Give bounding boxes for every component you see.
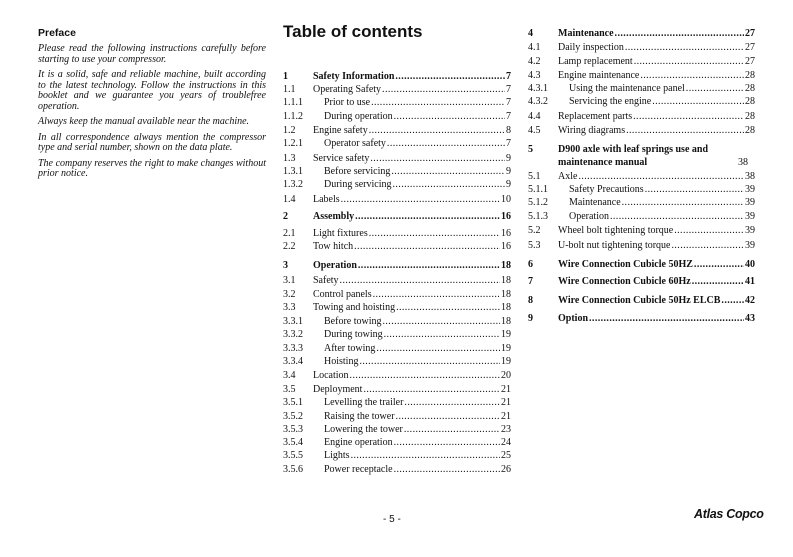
toc-entry-number: 3 [283, 260, 288, 271]
toc-entry-page: 18 [501, 302, 511, 313]
toc-entry-page: 41 [745, 276, 755, 287]
toc-entry-title: Wire Connection Cubicle 50Hz ELCB [558, 295, 721, 306]
toc-leader-dots [686, 83, 744, 95]
toc-entry[interactable] [528, 111, 755, 123]
toc-entry-page: 20 [501, 370, 511, 381]
toc-entry-page: 9 [506, 179, 511, 190]
toc-entry[interactable] [283, 411, 511, 423]
toc-leader-dots [578, 171, 744, 183]
preface-paragraph-4: In all correspondence always mention the compressor type and serial number, shown on the data plate. [38, 131, 266, 153]
toc-entry[interactable] [528, 211, 755, 223]
toc-entry-title: After towing [324, 343, 376, 354]
toc-entry-number: 1.1.2 [283, 111, 303, 122]
toc-leader-dots [633, 111, 744, 123]
toc-entry-number: 9 [528, 313, 533, 324]
page-number: - 5 - [383, 514, 401, 525]
toc-entry-title: Assembly [313, 211, 355, 222]
toc-leader-dots [404, 397, 500, 409]
toc-entry[interactable] [283, 437, 511, 449]
toc-entry-number: 3.3.2 [283, 329, 303, 340]
toc-entry-number: 3.3.1 [283, 316, 303, 327]
toc-entry[interactable] [528, 28, 755, 40]
toc-entry-page: 16 [501, 211, 511, 222]
toc-entry[interactable] [283, 384, 511, 396]
toc-entry-page: 28 [745, 96, 755, 107]
toc-entry-number: 5.1 [528, 171, 541, 182]
toc-entry-number: 3.3.4 [283, 356, 303, 367]
toc-entry-number: 4.4 [528, 111, 541, 122]
toc-entry-number: 4.3.2 [528, 96, 548, 107]
toc-entry-number: 3.4 [283, 370, 296, 381]
toc-entry-number: 3.5.4 [283, 437, 303, 448]
toc-leader-dots [350, 370, 500, 382]
toc-entry-5-title-line1[interactable]: D900 axle with leaf springs use and [558, 144, 709, 155]
toc-entry[interactable] [283, 241, 511, 253]
toc-leader-dots [358, 260, 500, 272]
toc-entry[interactable] [283, 111, 511, 123]
toc-entry-page: 39 [745, 225, 755, 236]
toc-entry-page: 39 [745, 211, 755, 222]
toc-entry-number: 3.5 [283, 384, 296, 395]
toc-entry-title: Labels [313, 194, 340, 205]
toc-entry-page: 42 [745, 295, 755, 306]
toc-entry-page: 9 [506, 166, 511, 177]
toc-entry[interactable] [283, 228, 511, 240]
toc-leader-dots [396, 302, 500, 314]
toc-entry[interactable] [283, 138, 511, 150]
toc-entry[interactable] [283, 343, 511, 355]
toc-entry[interactable] [283, 464, 511, 476]
toc-entry-title: Wire Connection Cubicle 60Hz [558, 276, 691, 287]
toc-leader-dots [341, 194, 500, 206]
toc-entry[interactable] [283, 166, 511, 178]
toc-entry-title: Deployment [313, 384, 363, 395]
toc-leader-dots [674, 225, 744, 237]
toc-leader-dots [354, 241, 500, 253]
toc-entry-page: 9 [506, 153, 511, 164]
toc-entry-number: 1.3 [283, 153, 296, 164]
toc-entry-5-page[interactable]: 38 [738, 157, 748, 168]
toc-entry-title: Engine operation [324, 437, 393, 448]
toc-entry[interactable] [283, 260, 511, 272]
toc-entry-number: 1.2 [283, 125, 296, 136]
toc-entry-number: 1 [283, 71, 288, 82]
toc-entry[interactable] [528, 240, 755, 252]
toc-leader-dots [359, 356, 500, 368]
toc-entry-page: 39 [745, 240, 755, 251]
toc-entry-title: Using the maintenance panel [569, 83, 685, 94]
toc-entry-page: 19 [501, 329, 511, 340]
toc-entry-page: 39 [745, 197, 755, 208]
toc-entry-page: 21 [501, 397, 511, 408]
toc-leader-dots [395, 71, 505, 83]
toc-entry-title: Engine safety [313, 125, 368, 136]
toc-entry-page: 28 [745, 125, 755, 136]
toc-entry-page: 28 [745, 70, 755, 81]
toc-entry-title: Tow hitch [313, 241, 354, 252]
toc-entry-page: 28 [745, 83, 755, 94]
toc-entry-page: 40 [745, 259, 755, 270]
toc-leader-dots [340, 275, 500, 287]
toc-leader-dots [721, 295, 744, 307]
toc-entry-page: 23 [501, 424, 511, 435]
toc-entry-title: Prior to use [324, 97, 371, 108]
toc-leader-dots [404, 424, 500, 436]
toc-entry-number: 2.1 [283, 228, 296, 239]
toc-entry-title: During servicing [324, 179, 392, 190]
toc-entry-number: 4.3.1 [528, 83, 548, 94]
toc-entry[interactable] [283, 194, 511, 206]
toc-entry-number: 2 [283, 211, 288, 222]
toc-entry-title: Levelling the trailer [324, 397, 404, 408]
toc-entry-title: Lowering the tower [324, 424, 403, 435]
preface-paragraph-2: It is a solid, safe and reliable machine, built according to the latest technology. Follow the instructions in this booklet and we guarantee you years of troublefree operation. [38, 69, 266, 112]
toc-entry-title: Option [558, 313, 589, 324]
toc-entry[interactable] [528, 56, 755, 68]
toc-entry-title: Operation [569, 211, 609, 222]
toc-entry-5-title-line2[interactable]: maintenance manual [558, 157, 648, 168]
toc-entry-page: 27 [745, 42, 755, 53]
preface-paragraph-3: Always keep the manual available near the machine. [38, 116, 250, 127]
toc-leader-dots [640, 70, 744, 82]
toc-leader-dots [351, 450, 500, 462]
toc-entry-title: Before towing [324, 316, 382, 327]
toc-entry-page: 18 [501, 260, 511, 271]
toc-entry-page: 7 [506, 97, 511, 108]
toc-entry-title: Axle [558, 171, 578, 182]
toc-leader-dots [387, 138, 505, 150]
toc-entry-number: 4.2 [528, 56, 541, 67]
toc-entry-title: Operator safety [324, 138, 386, 149]
toc-entry-number: 1.3.1 [283, 166, 303, 177]
toc-leader-dots [384, 329, 500, 341]
toc-entry-page: 16 [501, 228, 511, 239]
toc-entry[interactable] [528, 276, 755, 288]
toc-entry-number: 1.3.2 [283, 179, 303, 190]
toc-entry-title: Raising the tower [324, 411, 395, 422]
toc-entry-number: 4.5 [528, 125, 541, 136]
toc-entry-page: 8 [506, 125, 511, 136]
toc-entry-number: 4.1 [528, 42, 541, 53]
toc-entry-number: 1.4 [283, 194, 296, 205]
toc-title: Table of contents [283, 22, 423, 41]
toc-leader-dots [394, 464, 500, 476]
toc-entry-number: 3.5.6 [283, 464, 303, 475]
toc-leader-dots [373, 289, 500, 301]
toc-entry-number: 3.3 [283, 302, 296, 313]
toc-entry-title: Lights [324, 450, 350, 461]
toc-entry-5-number[interactable]: 5 [528, 144, 533, 155]
atlas-copco-logo: Atlas Copco [694, 507, 764, 521]
toc-entry-number: 2.2 [283, 241, 296, 252]
toc-entry-number: 5.2 [528, 225, 541, 236]
toc-entry-title: U-bolt nut tightening torque [558, 240, 671, 251]
toc-entry[interactable] [283, 450, 511, 462]
toc-entry[interactable] [528, 259, 755, 271]
toc-leader-dots [370, 153, 505, 165]
toc-entry-number: 4 [528, 28, 533, 39]
toc-entry-number: 3.5.1 [283, 397, 303, 408]
toc-leader-dots [634, 56, 744, 68]
toc-entry[interactable] [283, 84, 511, 96]
toc-entry[interactable] [283, 289, 511, 301]
preface-paragraph-5: The company reserves the right to make changes without prior notice. [38, 157, 266, 179]
toc-entry-page: 16 [501, 241, 511, 252]
toc-leader-dots [652, 96, 744, 108]
toc-entry-page: 38 [745, 171, 755, 182]
toc-entry[interactable] [283, 424, 511, 436]
toc-entry-title: Safety Information [313, 71, 395, 82]
toc-leader-dots [396, 411, 500, 423]
toc-leader-dots [391, 166, 505, 178]
toc-entry-page: 43 [745, 313, 755, 324]
toc-entry[interactable] [283, 153, 511, 165]
toc-leader-dots [393, 179, 506, 191]
toc-entry-page: 18 [501, 275, 511, 286]
toc-entry-title: Wheel bolt tightening torque [558, 225, 674, 236]
toc-leader-dots [394, 111, 505, 123]
toc-entry[interactable] [528, 42, 755, 54]
toc-entry-title: Lamp replacement [558, 56, 633, 67]
preface-section [38, 27, 266, 185]
toc-entry-page: 27 [745, 28, 755, 39]
toc-entry-title: Service safety [313, 153, 370, 164]
toc-entry-number: 3.5.3 [283, 424, 303, 435]
toc-entry-number: 7 [528, 276, 533, 287]
toc-leader-dots [355, 211, 500, 223]
toc-entry-number: 3.3.3 [283, 343, 303, 354]
toc-entry[interactable] [528, 171, 755, 183]
toc-entry-title: Wire Connection Cubicle 50HZ [558, 259, 693, 270]
toc-entry-title: During towing [324, 329, 383, 340]
toc-entry-number: 3.5.5 [283, 450, 303, 461]
toc-entry[interactable] [528, 197, 755, 209]
toc-entry[interactable] [528, 295, 755, 307]
toc-entry-title: Operation [313, 260, 357, 271]
toc-entry[interactable] [283, 356, 511, 368]
toc-entry-page: 7 [506, 138, 511, 149]
toc-entry-page: 7 [506, 111, 511, 122]
preface-paragraph-1: Please read the following instructions carefully before starting to use your compressor. [38, 43, 266, 65]
toc-leader-dots [645, 184, 744, 196]
toc-entry[interactable] [283, 97, 511, 109]
toc-leader-dots [672, 240, 745, 252]
toc-leader-dots [589, 313, 744, 325]
toc-entry-title: Safety Precautions [569, 184, 644, 195]
toc-entry-title: Hoisting [324, 356, 359, 367]
toc-entry-title: Daily inspection [558, 42, 624, 53]
toc-entry[interactable] [528, 96, 755, 108]
toc-leader-dots [363, 384, 500, 396]
toc-leader-dots [625, 42, 744, 54]
toc-entry-page: 18 [501, 289, 511, 300]
toc-entry-page: 25 [501, 450, 511, 461]
toc-leader-dots [610, 211, 744, 223]
toc-entry[interactable] [528, 83, 755, 95]
toc-entry-page: 7 [506, 71, 511, 82]
toc-entry[interactable] [528, 184, 755, 196]
toc-entry-page: 18 [501, 316, 511, 327]
toc-entry[interactable] [283, 397, 511, 409]
toc-entry-page: 28 [745, 111, 755, 122]
toc-entry[interactable] [283, 211, 511, 223]
toc-entry-title: Operating Safety [313, 84, 382, 95]
toc-entry-page: 24 [501, 437, 511, 448]
toc-entry-title: Light fixtures [313, 228, 368, 239]
toc-entry[interactable] [283, 179, 511, 191]
toc-entry-title: During operation [324, 111, 393, 122]
toc-entry-number: 6 [528, 259, 533, 270]
toc-leader-dots [369, 228, 500, 240]
toc-entry-title: Power receptacle [324, 464, 393, 475]
toc-leader-dots [383, 316, 501, 328]
toc-entry-number: 3.5.2 [283, 411, 303, 422]
toc-entry-title: Control panels [313, 289, 372, 300]
toc-entry-title: Safety [313, 275, 339, 286]
toc-entry-number: 3.2 [283, 289, 296, 300]
toc-leader-dots [394, 437, 500, 449]
toc-entry-title: Maintenance [569, 197, 621, 208]
toc-entry-page: 21 [501, 411, 511, 422]
toc-entry-page: 39 [745, 184, 755, 195]
toc-leader-dots [369, 125, 505, 137]
toc-entry-number: 5.3 [528, 240, 541, 251]
toc-entry[interactable] [283, 71, 511, 83]
toc-entry-page: 10 [501, 194, 511, 205]
toc-leader-dots [626, 125, 744, 137]
toc-leader-dots [692, 276, 744, 288]
toc-entry[interactable] [283, 275, 511, 287]
toc-entry-page: 21 [501, 384, 511, 395]
toc-entry-number: 5.1.3 [528, 211, 548, 222]
toc-entry[interactable] [283, 370, 511, 382]
toc-entry-number: 8 [528, 295, 533, 306]
toc-entry-page: 19 [501, 343, 511, 354]
toc-entry-number: 5.1.1 [528, 184, 548, 195]
toc-entry-title: Replacement parts [558, 111, 633, 122]
toc-leader-dots [382, 84, 505, 96]
toc-entry-page: 27 [745, 56, 755, 67]
toc-entry[interactable] [528, 225, 755, 237]
toc-leader-dots [376, 343, 500, 355]
toc-leader-dots [371, 97, 505, 109]
toc-entry-title: Maintenance [558, 28, 614, 39]
toc-entry-title: Engine maintenance [558, 70, 640, 81]
toc-entry-title: Location [313, 370, 349, 381]
toc-entry[interactable] [528, 313, 755, 325]
toc-entry-number: 1.1 [283, 84, 296, 95]
toc-entry-number: 1.1.1 [283, 97, 303, 108]
toc-entry[interactable] [528, 70, 755, 82]
toc-entry-number: 4.3 [528, 70, 541, 81]
toc-entry-number: 1.2.1 [283, 138, 303, 149]
preface-heading: Preface [38, 27, 76, 39]
toc-entry[interactable] [528, 125, 755, 137]
toc-entry-number: 3.1 [283, 275, 296, 286]
toc-entry-page: 19 [501, 356, 511, 367]
toc-entry-title: Wiring diagrams [558, 125, 626, 136]
toc-entry-number: 5.1.2 [528, 197, 548, 208]
toc-entry[interactable] [283, 125, 511, 137]
toc-entry-title: Servicing the engine [569, 96, 652, 107]
toc-leader-dots [615, 28, 744, 40]
toc-entry-page: 7 [506, 84, 511, 95]
toc-entry[interactable] [283, 316, 511, 328]
toc-entry[interactable] [283, 329, 511, 341]
toc-leader-dots [694, 259, 744, 271]
toc-leader-dots [622, 197, 744, 209]
toc-entry-title: Towing and hoisting [313, 302, 396, 313]
toc-entry-title: Before servicing [324, 166, 391, 177]
toc-entry[interactable] [283, 302, 511, 314]
toc-entry-page: 26 [501, 464, 511, 475]
